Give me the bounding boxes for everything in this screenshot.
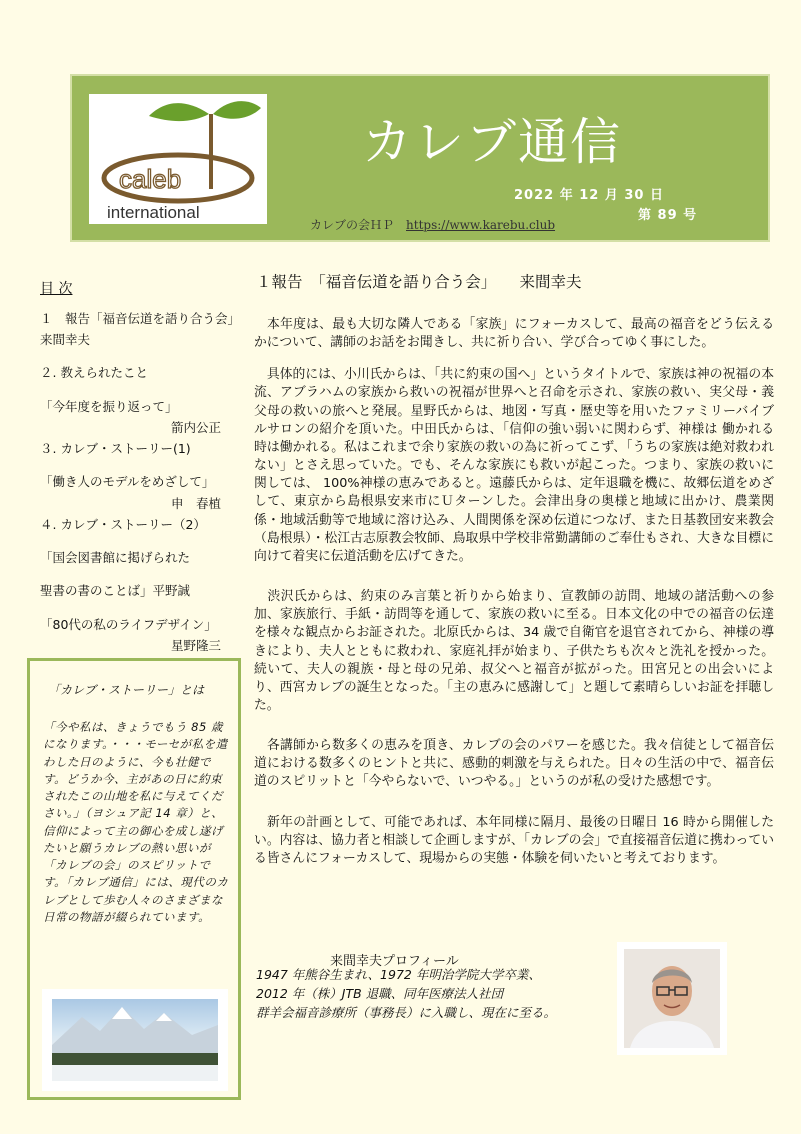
person-portrait-icon xyxy=(624,949,720,1048)
mountain-landscape-icon xyxy=(52,999,218,1081)
profile-line: 2012 年（株）JTB 退職、同年医療法人社団 xyxy=(256,985,504,1001)
profile-line: 1947 年熊谷生まれ、1972 年明治学院大学卒業、 xyxy=(256,967,541,982)
toc-item: ４. カレブ・ストーリー（2） xyxy=(40,516,206,532)
toc-author: 箭内公正 xyxy=(170,419,221,435)
homepage-link[interactable]: https://www.karebu.club xyxy=(406,218,556,232)
newsletter-header xyxy=(70,74,770,242)
toc-item: 聖書の書のことば」平野誠 xyxy=(40,583,191,599)
author-profile xyxy=(256,966,616,1022)
mountain-photo xyxy=(42,989,228,1091)
toc-item: 「今年度を振り返って」 xyxy=(40,398,178,414)
caleb-logo xyxy=(89,94,267,224)
article-paragraph: 渋沢氏からは、約束のみ言葉と祈りから始まり、宣教師の訪問、地域の諸活動への参加、家族旅行、手紙・訪問等を通して、家族の救いに至る。日本文化の中での福音の伝達を様々な観点からお証された。北原氏からは、34 歳で自衛官を退官されてから、神様の導きにより、夫人とともに救われ、家庭礼拝が始まり、子供たちも次々と洗礼を授かった。続いて、夫人の親族・母と母の兄弟、叔父へと福音が拡がった。田宮兄との出会いにより、西宮カレブの誕生となった。「主の恵みに感謝して」と題して素晴らしいお証を拝聴した。 xyxy=(254,589,774,713)
article-heading: １報告 「福音伝道を語り合う会」 来間幸夫 xyxy=(256,273,582,291)
toc-item: ３. カレブ・ストーリー(1) xyxy=(40,441,191,457)
newsletter-title: カレブ通信 xyxy=(362,113,622,171)
article-paragraph: 本年度は、最も大切な隣人である「家族」にフォーカスして、最高の福音をどう伝えるかについて、講師のお話をお聞きし、共に祈り合い、学び合ってゆく事にした。 xyxy=(254,317,774,351)
toc-item: 「働き人のモデルをめざして」 xyxy=(40,474,215,490)
toc-item: １ 報告「福音伝道を語り合う会」 来間幸夫 xyxy=(40,310,247,348)
homepage-line xyxy=(310,216,555,233)
table-of-contents xyxy=(40,278,247,656)
article-paragraph: 新年の計画として、可能であれば、本年同様に隔月、最後の日曜日 16 時から開催したい。内容は、協力者と相談して企画しますが、「カレブの会」で直接福音伝道に携わっている皆さんにフォーカスして、現場からの実態・体験を伺いたいと考えております。 xyxy=(254,814,774,866)
profile-title: 来間幸夫プロフィール xyxy=(330,954,459,969)
article-paragraph: 具体的には、小川氏からは、「共に約束の国へ」というタイトルで、家族は神の祝福の本流、アブラハムの家族から救いの祝福が世界へと召命を示され、家族の救い、実父母・義父母の救いの旅へと発展。星野氏からは、地図・写真・歴史等を用いたファミリーバイブルサロンの紹介を頂いた。中田氏からは、「信仰の強い弱いに関わらず、神様は 働かれる時は働かれる。私はこれまで余り家族の救いの為に祈ってこず、「うちの家族は絶対救われない」とさえ思っていた。でも、そんな家族にも救いが起こった。つまり、家族の救いに関しては、 100%神様の恵みであると。遠藤氏からは、定年退職を機に、故郷伝道をめざして、東京から島根県安来市にＵターンした。会津出身の奥様と地域に出かけ、農業関係・地域活動等で地域に溶け込み、人間関係を深め伝道につなげ、また日基教団安来教会（島根県）・松江古志原教会牧師、鳥取県中学校非常勤講師のご奉仕もされ、大きな目標に向けて着実に伝道活動を広げてきた。 xyxy=(254,367,774,564)
author-portrait xyxy=(617,942,727,1055)
toc-item: 「国会図書館に掲げられた xyxy=(40,550,191,566)
story-title: 「カレブ・ストーリー」とは xyxy=(48,683,205,697)
issue-number: 第 89 号 xyxy=(638,208,698,223)
main-article xyxy=(254,270,774,882)
story-text: 「今や私は、きょうでもう 85 歳になります。・・・モーセが私を遣わした日のように、今も壮健です。どうか今、主があの日に約束されたこの山地を私に与えてください。」（ヨシュア記 14 章）と、信仰によって主の御心を成し遂げたいと願うカレブの熱い思いが「カレブの会」のスピリットです。「カレブ通信」には、現代のカレブとして歩む人々のさまざまな日常の物語が綴られています。 xyxy=(43,720,229,924)
toc-item: 「80代の私のライフデザイン」 xyxy=(40,616,217,632)
logo-subtext: international xyxy=(107,203,200,222)
caleb-story-box xyxy=(27,658,241,1100)
toc-item: ２. 教えられたこと xyxy=(40,365,148,381)
profile-line: 群羊会福音診療所（事務長）に入職し、現在に至る。 xyxy=(256,1004,557,1020)
homepage-label: カレブの会ＨＰ xyxy=(310,218,395,232)
toc-author: 星野隆三 xyxy=(170,637,221,653)
toc-title: 目 次 xyxy=(40,281,73,297)
logo-wordmark: caleb xyxy=(119,164,182,194)
issue-date: 2022 年 12 月 30 日 xyxy=(514,188,664,203)
article-paragraph: 各講師から数多くの恵みを頂き、カレブの会のパワーを感じた。我々信徒として福音伝道における数多くのヒントと共に、感動的刺激を与えられた。日々の生活の中で、福音伝道のスピリットと「今やらないで、いつやる。」というのが私の受けた感想です。 xyxy=(254,738,774,790)
toc-author: 申 春植 xyxy=(170,495,221,511)
sprout-logo-icon xyxy=(89,94,267,224)
